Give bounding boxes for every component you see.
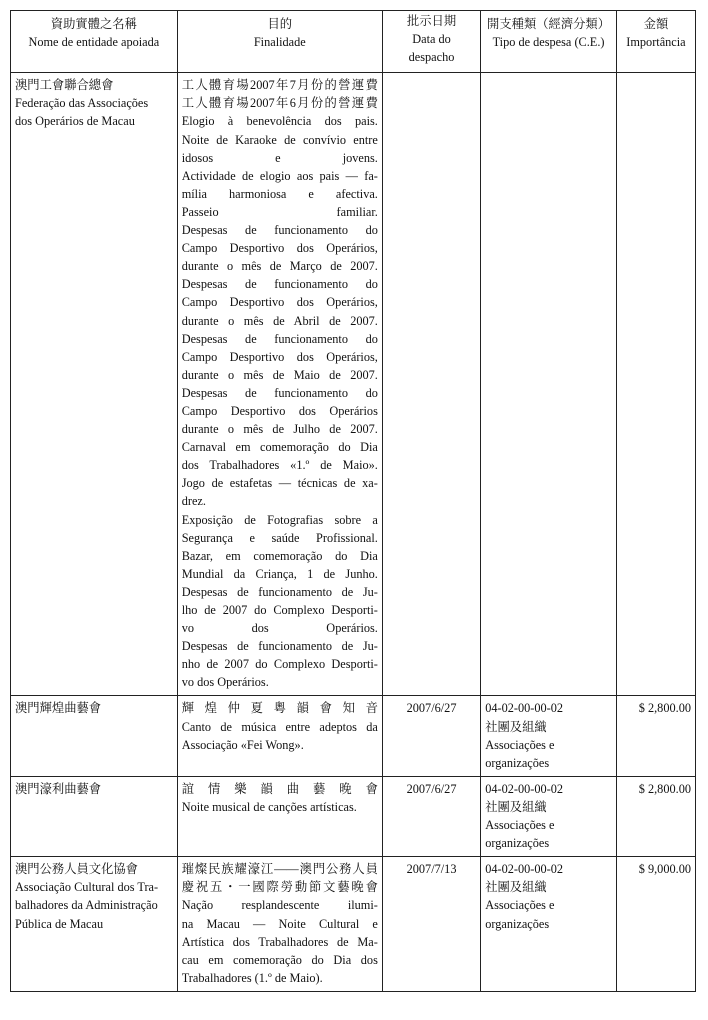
text-line: Bazar, em comemoração do Dia <box>181 548 378 563</box>
text-line: Associações e <box>485 818 555 833</box>
text-line: dos Trabalhadores «1.º de Maio». <box>181 458 378 473</box>
text-line: durante o mês de Maio de 2007. <box>181 367 378 382</box>
amount-cell <box>616 73 695 696</box>
date-cell <box>382 857 480 992</box>
text-line: durante o mês de Abril de 2007. <box>181 313 378 328</box>
date-cell <box>382 73 480 696</box>
text-line: 社團及組織 <box>485 880 547 895</box>
text-line: Artística dos Trabalhadores de Ma- <box>181 934 378 949</box>
text-line: Despesas de funcionamento do <box>181 223 378 238</box>
amount-cell <box>616 857 695 992</box>
text-line: 社團及組織 <box>485 719 547 734</box>
text-line: Trabalhadores (1.º de Maio). <box>181 970 323 985</box>
table-header-row <box>11 11 696 73</box>
entity-cell <box>11 696 178 776</box>
expense-type-cell <box>481 776 617 856</box>
amount-cell <box>616 776 695 856</box>
text-line: 04-02-00-00-02 <box>485 862 564 877</box>
purpose-cell <box>177 857 382 992</box>
amount-value: $ 9,000.00 <box>638 862 691 877</box>
text-line: Associações e <box>485 898 555 913</box>
amount-value: $ 2,800.00 <box>638 701 691 716</box>
header-pt: Data do <box>412 32 451 47</box>
entity-cell <box>11 73 178 696</box>
text-line: Pública de Macau <box>15 916 104 931</box>
text-line: nho de 2007 do Complexo Desporti- <box>181 657 378 672</box>
header-zh: 資助實體之名稱 <box>50 17 137 31</box>
text-line: idosos e jovens. <box>181 150 378 165</box>
text-line: vo dos Operários. <box>181 621 378 636</box>
text-line: 工人體育場2007年6月份的營運費 <box>181 96 378 111</box>
text-line: Noite musical de canções artísticas. <box>181 799 357 814</box>
expense-type-cell <box>481 73 617 696</box>
header-zh: 目的 <box>267 17 293 31</box>
text-line: Mundial da Criança, 1 de Junho. <box>181 566 378 581</box>
text-line: Campo Desportivo dos Operários <box>181 403 378 418</box>
amount-cell <box>616 696 695 776</box>
amount-value: $ 2,800.00 <box>638 781 691 796</box>
text-line: na Macau — Noite Cultural e <box>181 916 378 931</box>
text-line: 社團及組織 <box>485 799 547 814</box>
text-line: Associações e <box>485 737 555 752</box>
subsidy-table <box>10 10 696 992</box>
text-line: Elogio à benevolência dos pais. <box>181 114 378 129</box>
text-line: Despesas de funcionamento do <box>181 277 378 292</box>
date-value: 2007/6/27 <box>406 781 457 796</box>
purpose-cell <box>177 73 382 696</box>
purpose-cell <box>177 776 382 856</box>
text-line: Despesas de funcionamento de Ju- <box>181 584 378 599</box>
text-line: 04-02-00-00-02 <box>485 781 564 796</box>
text-line: Carnaval em comemoração do Dia <box>181 440 378 455</box>
text-line: cau em comemoração do Dia dos <box>181 952 378 967</box>
header-pt: despacho <box>408 50 455 65</box>
header-type <box>481 11 617 73</box>
text-line: 工人體育場2007年7月份的營運費 <box>181 78 378 93</box>
text-line: lho de 2007 do Complexo Desporti- <box>181 603 378 617</box>
header-pt: Nome de entidade apoiada <box>28 35 160 50</box>
table-row <box>11 73 696 696</box>
text-line: organizações <box>485 755 550 770</box>
text-line: mília harmoniosa e afectiva. <box>181 186 378 201</box>
text-line: organizações <box>485 916 550 931</box>
header-pt: Finalidade <box>253 35 306 50</box>
text-line: Associação «Fei Wong». <box>181 737 304 752</box>
text-line: Associação Cultural dos Tra- <box>15 880 159 895</box>
header-zh: 批示日期 <box>406 14 457 28</box>
text-line: 澳門濠利曲藝會 <box>15 781 102 796</box>
header-zh: 開支種類（經濟分類） <box>487 17 611 31</box>
text-line: Despesas de funcionamento do <box>181 331 378 346</box>
date-cell <box>382 696 480 776</box>
header-amount <box>616 11 695 73</box>
text-line: Exposição de Fotografias sobre a <box>181 512 378 527</box>
date-value: 2007/7/13 <box>406 862 457 877</box>
text-line: Jogo de estafetas — técnicas de xa- <box>181 476 378 491</box>
text-line: 璀燦民族耀濠江——澳門公務人員 <box>181 862 378 877</box>
text-line: Noite de Karaoke de convívio entre <box>181 132 378 147</box>
date-value: 2007/6/27 <box>406 701 457 716</box>
text-line: Campo Desportivo dos Operários, <box>181 349 378 364</box>
text-line: Actividade de elogio aos pais — fa- <box>181 168 378 183</box>
text-line: vo dos Operários. <box>181 675 269 690</box>
text-line: Nação resplandescente ilumi- <box>181 898 378 913</box>
expense-type-cell <box>481 696 617 776</box>
table-row <box>11 696 696 776</box>
entity-cell <box>11 857 178 992</box>
text-line: Passeio familiar. <box>181 204 378 219</box>
text-line: organizações <box>485 836 550 851</box>
text-line: Campo Desportivo dos Operários, <box>181 241 378 256</box>
text-line: 04-02-00-00-02 <box>485 701 564 716</box>
header-pt: Importância <box>626 35 686 50</box>
text-line: balhadores da Administração <box>15 898 158 913</box>
purpose-cell <box>177 696 382 776</box>
text-line: Federação das Associações <box>15 96 149 111</box>
text-line: Segurança e saúde Profissional. <box>181 530 378 545</box>
entity-cell <box>11 776 178 856</box>
text-line: Despesas de funcionamento do <box>181 385 378 400</box>
text-line: dos Operários de Macau <box>15 114 135 129</box>
text-line: durante o mês de Julho de 2007. <box>181 422 378 437</box>
text-line: 慶祝五・一國際勞動節文藝晚會 <box>181 880 378 895</box>
text-line: 輝煌仲夏粵韻會知音 <box>181 701 378 716</box>
text-line: 澳門輝煌曲藝會 <box>15 701 102 716</box>
expense-type-cell <box>481 857 617 992</box>
header-date <box>382 11 480 73</box>
text-line: durante o mês de Março de 2007. <box>181 259 378 274</box>
header-pt: Tipo de despesa (C.E.) <box>492 35 605 50</box>
header-zh: 金額 <box>643 17 669 31</box>
text-line: Campo Desportivo dos Operários, <box>181 295 378 310</box>
header-entity <box>11 11 178 73</box>
text-line: Despesas de funcionamento de Ju- <box>181 639 378 654</box>
date-cell <box>382 776 480 856</box>
text-line: drez. <box>181 494 206 509</box>
text-line: 澳門公務人員文化協會 <box>15 862 138 877</box>
text-line: Canto de música entre adeptos da <box>181 719 378 734</box>
table-row <box>11 776 696 856</box>
text-line: 誼情樂韻曲藝晚會 <box>181 781 378 796</box>
text-line: 澳門工會聯合總會 <box>15 78 114 93</box>
header-purpose <box>177 11 382 73</box>
table-row <box>11 857 696 992</box>
